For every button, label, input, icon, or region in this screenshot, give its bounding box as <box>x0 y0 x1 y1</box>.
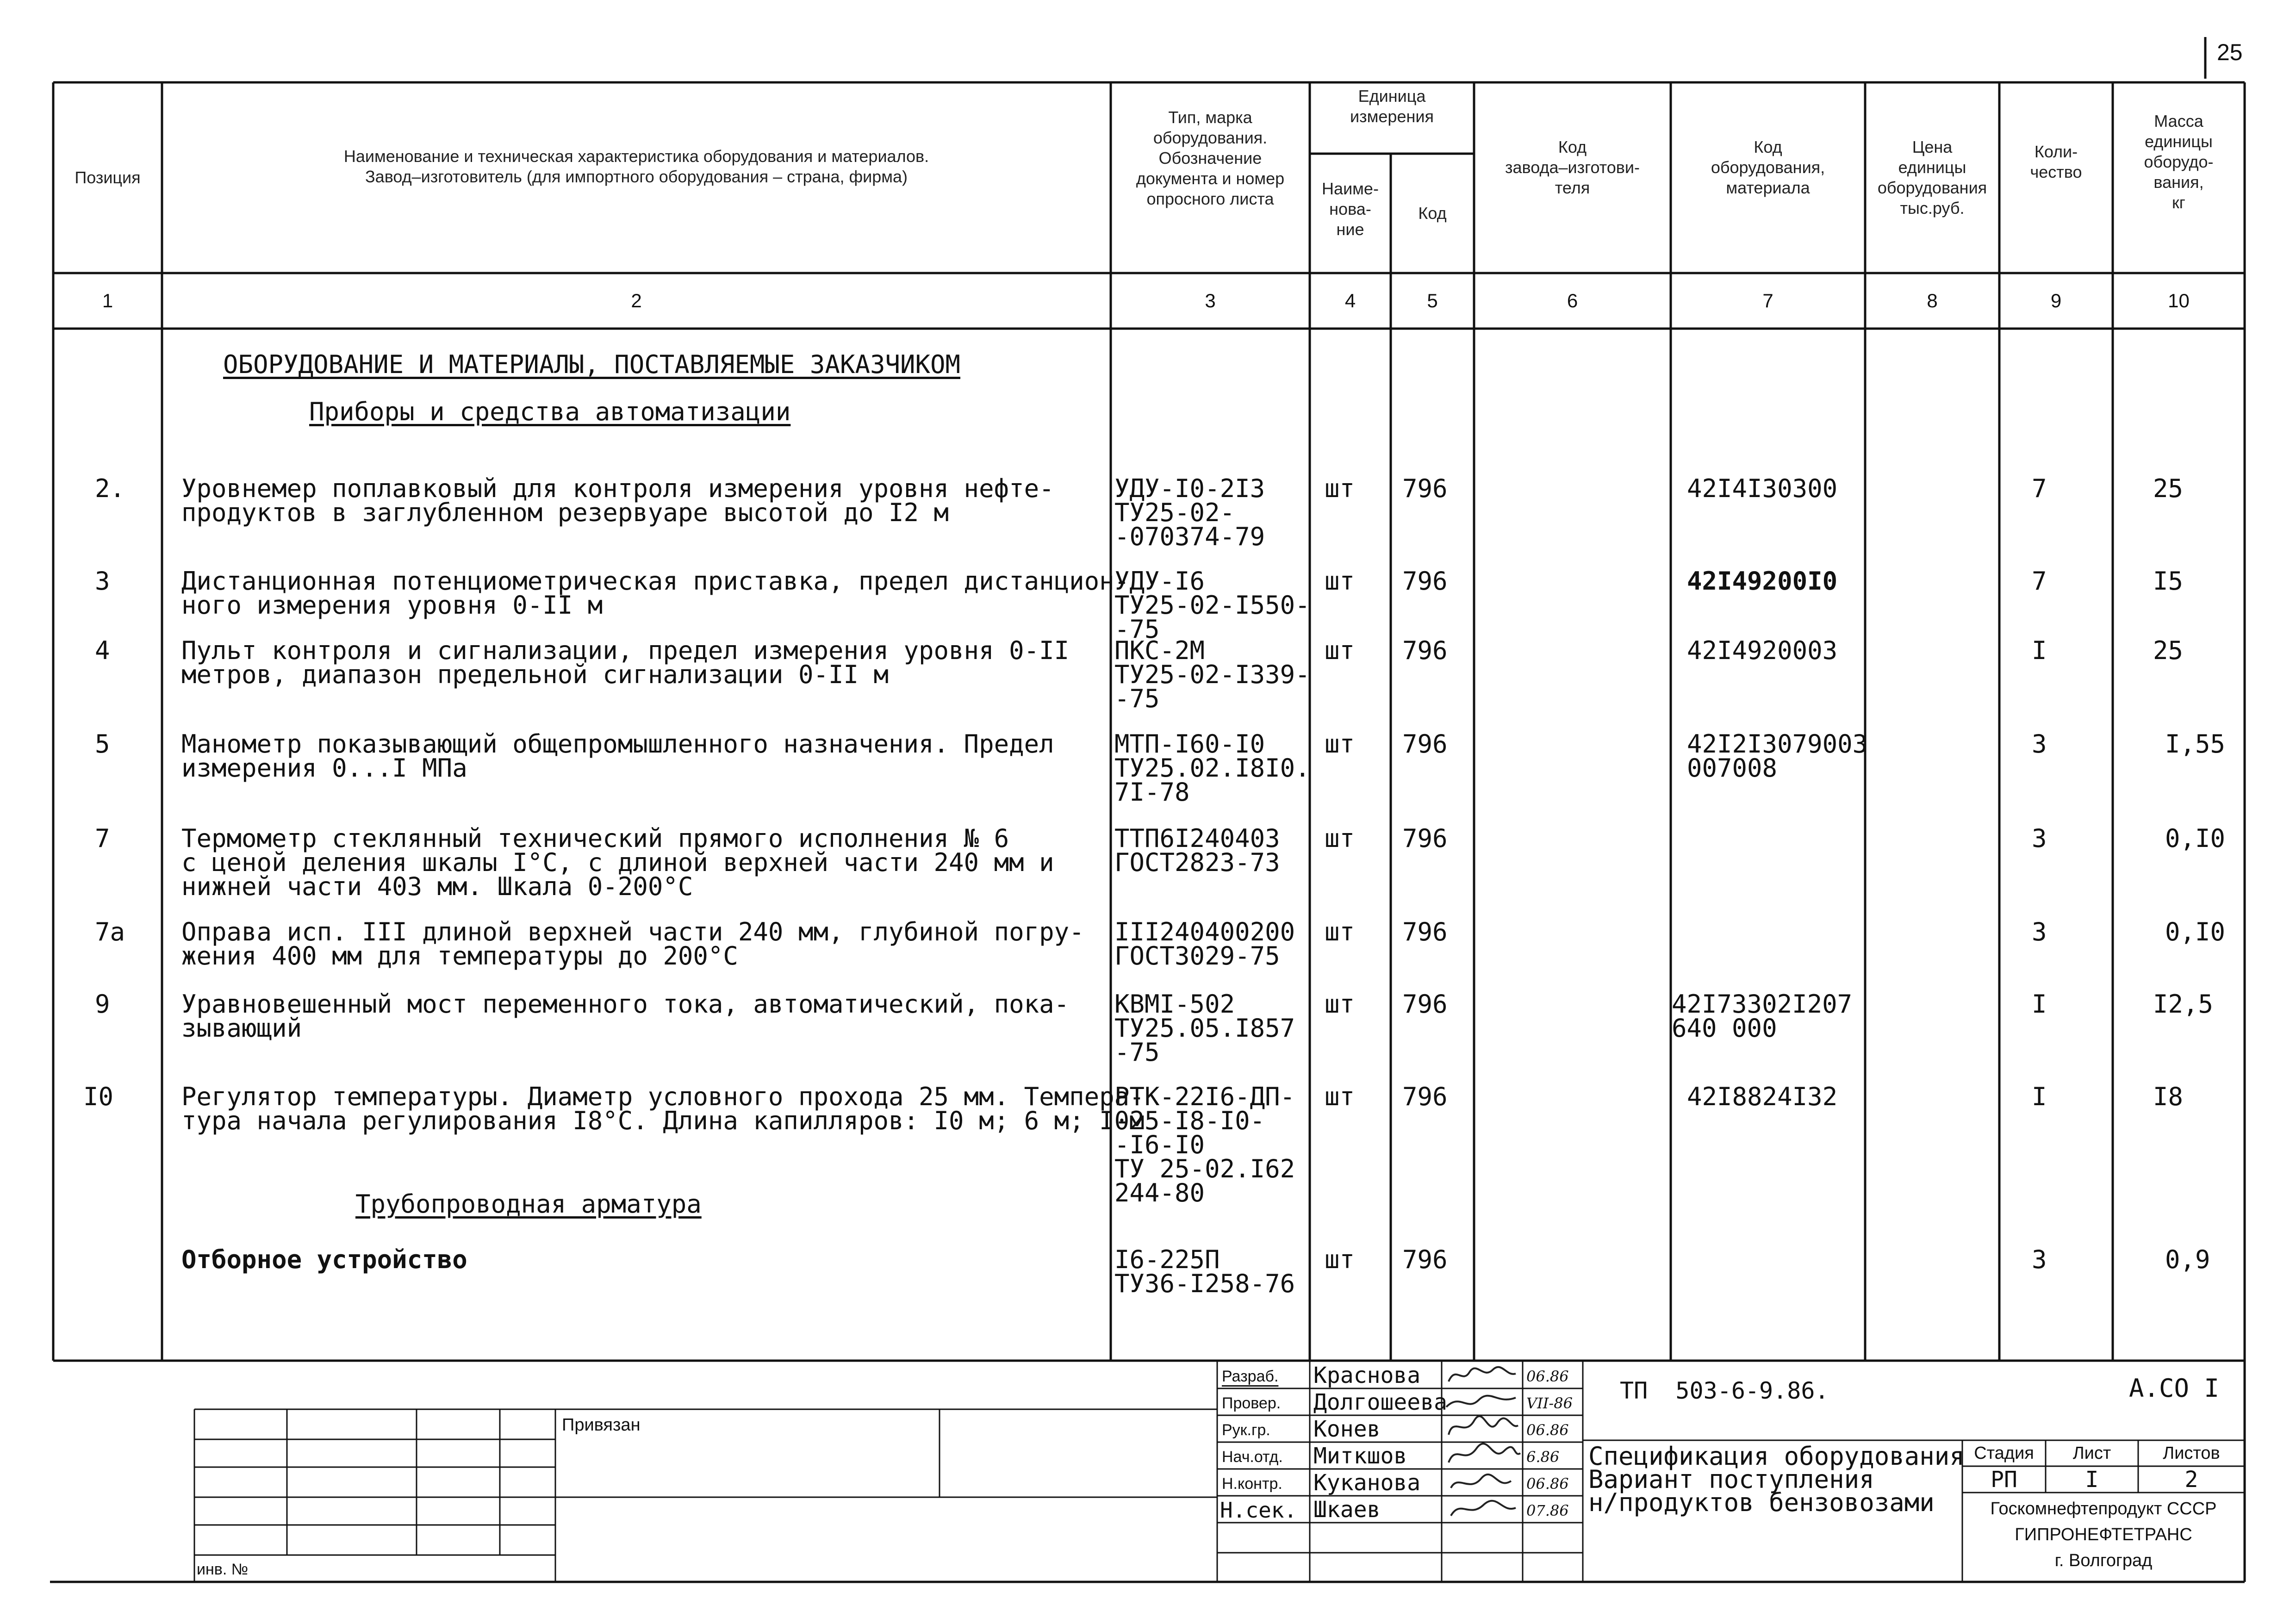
row-unit-code: 796 <box>1402 917 1448 946</box>
header-mass-line: Масса <box>2154 112 2203 131</box>
header-eq-line: оборудования, <box>1711 158 1825 177</box>
row-equipment-code: 42I2I3079003 007008 <box>1687 729 1868 783</box>
row-unit: шт <box>1325 917 1355 946</box>
person-name: Куканова <box>1313 1470 1421 1496</box>
date: 6.86 <box>1526 1448 1560 1466</box>
row-unit-code: 796 <box>1402 566 1448 596</box>
header-unit-name-line: нова- <box>1329 199 1371 218</box>
header-mfr-line: завода–изготови- <box>1505 158 1640 177</box>
header-quantity <box>1999 142 2113 182</box>
signature-mark <box>1451 1501 1516 1516</box>
row-name: Уровнемер поплавковый для контроля измерения уровня нефте- продуктов в заглубленном резервуаре высотой до I2 м <box>181 474 1054 527</box>
header-price-line: единицы <box>1898 158 1966 177</box>
row-unit: шт <box>1325 824 1355 853</box>
row-unit: шт <box>1325 1245 1355 1274</box>
person-name: Шкаев <box>1313 1497 1381 1523</box>
column-number: 9 <box>2050 290 2062 311</box>
header-unit-code: Код <box>1418 204 1447 223</box>
header-equipment-code <box>1671 137 1865 198</box>
organization-city: г. Волгоград <box>2054 1551 2153 1570</box>
header-name-line2: Завод–изготовитель (для импортного оборудования – страна, фирма) <box>365 167 908 186</box>
row-unit: шт <box>1325 566 1355 596</box>
column-number: 3 <box>1205 290 1216 311</box>
role-label: Провер. <box>1222 1394 1281 1412</box>
column-number: 7 <box>1762 290 1773 311</box>
role-label: Рук.гр. <box>1222 1421 1270 1439</box>
header-type-line: Обозначение <box>1158 149 1262 168</box>
header-unit-line: Единица <box>1358 87 1426 106</box>
stage-label: Стадия <box>1974 1443 2034 1463</box>
row-type: ПКС-2М ТУ25-02-I339- -75 <box>1114 636 1310 713</box>
header-price <box>1865 137 1999 218</box>
sheet-label: Лист <box>2072 1443 2111 1463</box>
row-position: 2. <box>95 474 125 503</box>
row-name: Отборное устройство <box>181 1245 467 1274</box>
header-mass-line: вания, <box>2153 173 2204 192</box>
document-code: ТП 503-6-9.86. <box>1620 1377 1829 1404</box>
row-quantity: 3 <box>2032 824 2047 853</box>
header-qty-line: Коли- <box>2034 142 2078 161</box>
row-mass: 0,9 <box>2165 1245 2210 1274</box>
row-unit-code: 796 <box>1402 1082 1448 1111</box>
organization-ministry: Госкомнефтепродукт СССР <box>1990 1499 2217 1518</box>
row-equipment-code: 42I8824I32 <box>1687 1082 1838 1111</box>
row-equipment-code: 42I73302I207 640 000 <box>1672 989 1853 1043</box>
row-mass: I,55 <box>2165 729 2226 759</box>
row-mass: 25 <box>2153 474 2184 503</box>
row-quantity: 7 <box>2032 566 2047 596</box>
header-unit-name-line: ние <box>1336 220 1364 239</box>
row-type: III240400200 ГОСТ3029-75 <box>1114 917 1295 971</box>
row-quantity: I <box>2032 1082 2047 1111</box>
row-position: 7 <box>95 824 110 853</box>
sheet-code: А.СО I <box>2129 1374 2220 1403</box>
row-mass: 0,I0 <box>2165 917 2226 946</box>
row-equipment-code: 42I4920003 <box>1687 636 1838 665</box>
row-unit-code: 796 <box>1402 636 1448 665</box>
subsection-title-instruments: Приборы и средства автоматизации <box>309 397 791 426</box>
row-position: 5 <box>95 729 110 759</box>
row-unit: шт <box>1325 729 1355 759</box>
row-mass: 25 <box>2153 636 2184 665</box>
header-mass-line: оборудо- <box>2144 152 2214 171</box>
page-number: 25 <box>2217 39 2243 65</box>
organization-block <box>1962 1496 2245 1574</box>
sheet-value: I <box>2085 1466 2099 1493</box>
header-price-line: Цена <box>1912 137 1953 156</box>
row-mass: I8 <box>2153 1082 2184 1111</box>
header-unit-name-line: Наиме- <box>1322 179 1379 198</box>
row-name: Пульт контроля и сигнализации, предел измерения уровня 0-II метров, диапазон предельной сигнализации 0-II м <box>181 636 1070 689</box>
row-unit-code: 796 <box>1402 824 1448 853</box>
row-name: Уравновешенный мост переменного тока, автоматический, пока- зывающий <box>181 989 1070 1043</box>
column-number: 2 <box>631 290 642 311</box>
date: 06.86 <box>1526 1421 1569 1439</box>
header-type-line: Тип, марка <box>1168 108 1252 127</box>
header-price-line: тыс.руб. <box>1900 199 1965 218</box>
column-number: 1 <box>102 290 113 311</box>
header-unit-group <box>1310 86 1474 127</box>
linked-label: Привязан <box>562 1415 641 1435</box>
row-type: КВМI-502 ТУ25.05.I857 -75 <box>1114 989 1295 1067</box>
header-mass-line: единицы <box>2145 132 2213 151</box>
row-position: 4 <box>95 636 110 665</box>
date: 06.86 <box>1526 1475 1569 1493</box>
row-type: РТК-22I6-ДП- -25-I8-I0- -I6-I0 ТУ 25-02.I62 244-80 <box>1114 1082 1295 1207</box>
section-title: ОБОРУДОВАНИЕ И МАТЕРИАЛЫ, ПОСТАВЛЯЕМЫЕ ЗАКАЗЧИКОМ <box>223 350 961 379</box>
header-name <box>162 146 1111 187</box>
row-unit-code: 796 <box>1402 1245 1448 1274</box>
person-name: Краснова <box>1313 1363 1421 1388</box>
header-mfr-line: Код <box>1558 137 1587 156</box>
row-quantity: 7 <box>2032 474 2047 503</box>
row-type: УДУ-I6 ТУ25-02-I550- -75 <box>1114 566 1310 644</box>
header-mass <box>2113 111 2245 213</box>
date: 06.86 <box>1526 1368 1569 1385</box>
row-unit: шт <box>1325 474 1355 503</box>
document-title-line: н/продуктов бензовозами <box>1588 1488 1935 1517</box>
sheets-value: 2 <box>2184 1466 2198 1493</box>
header-type <box>1111 107 1310 209</box>
row-quantity: 3 <box>2032 729 2047 759</box>
date: VII-86 <box>1526 1394 1573 1412</box>
row-type: ТТП6I240403 ГОСТ2823-73 <box>1114 824 1280 877</box>
header-qty-line: чество <box>2030 162 2082 181</box>
header-unit-name <box>1310 179 1391 240</box>
subsection-title-pipe-fittings: Трубопроводная арматура <box>355 1189 702 1219</box>
role-label: Разраб. <box>1222 1368 1279 1385</box>
inventory-number-label: инв. № <box>197 1561 249 1578</box>
stage-value: РП <box>1991 1466 2017 1493</box>
row-mass: 0,I0 <box>2165 824 2226 853</box>
signature-mark <box>1449 1416 1518 1435</box>
column-number: 10 <box>2168 290 2190 311</box>
header-position: Позиция <box>75 168 141 187</box>
row-mass: I2,5 <box>2153 989 2214 1019</box>
row-unit: шт <box>1325 636 1355 665</box>
header-type-line: оборудования. <box>1153 128 1268 147</box>
row-position: I0 <box>83 1082 114 1111</box>
row-equipment-code: 42I49200I0 <box>1687 566 1838 596</box>
column-number: 5 <box>1427 290 1438 311</box>
header-mass-line: кг <box>2172 193 2185 212</box>
row-position: 3 <box>95 566 110 596</box>
row-unit: шт <box>1325 989 1355 1019</box>
row-type: I6-225П ТУ36-I258-76 <box>1114 1245 1295 1298</box>
row-position: 7а <box>95 917 125 946</box>
row-type: МТП-I60-I0 ТУ25.02.I8I0. 7I-78 <box>1114 729 1310 807</box>
header-price-line: оборудования <box>1877 178 1987 197</box>
row-unit-code: 796 <box>1402 474 1448 503</box>
signature-mark <box>1446 1396 1516 1407</box>
signature-mark <box>1449 1444 1520 1462</box>
person-name: Конев <box>1313 1416 1381 1442</box>
row-name: Манометр показывающий общепромышленного назначения. Предел измерения 0...I МПа <box>181 729 1054 783</box>
header-type-line: документа и номер <box>1136 169 1285 188</box>
person-name: Долгошеева <box>1313 1389 1447 1415</box>
row-name: Регулятор температуры. Диаметр условного прохода 25 мм. Темпера- тура начала регулирования I8°С. Длина капилляров: I0 м; 6 м; I0м <box>181 1082 1145 1135</box>
person-name: Миткшов <box>1313 1443 1407 1469</box>
row-unit: шт <box>1325 1082 1355 1111</box>
role-label: Нач.отд. <box>1222 1448 1283 1466</box>
row-unit-code: 796 <box>1402 729 1448 759</box>
header-eq-line: материала <box>1726 178 1810 197</box>
document-title-line: Вариант поступления <box>1588 1465 1874 1494</box>
signature-mark <box>1451 1475 1511 1488</box>
row-name: Термометр стеклянный технический прямого исполнения № 6 с ценой деления шкалы I°С, с длиной верхней части 240 мм и нижней части 403 мм. Шкала 0-200°С <box>181 824 1054 901</box>
document-title <box>1588 1442 1965 1517</box>
document-title-line: Спецификация оборудования <box>1588 1442 1965 1471</box>
header-eq-line: Код <box>1754 137 1782 156</box>
signature-mark <box>1449 1367 1516 1381</box>
header-name-line1: Наименование и техническая характеристика оборудования и материалов. <box>343 147 929 166</box>
role-label: Н.контр. <box>1222 1475 1282 1493</box>
row-quantity: I <box>2032 636 2047 665</box>
role-label: Н.сек. <box>1220 1498 1297 1523</box>
organization-name: ГИПРОНЕФТЕТРАНС <box>2015 1525 2192 1544</box>
header-manufacturer-code <box>1474 137 1671 198</box>
row-name: Оправа исп. III длиной верхней части 240 мм, глубиной погру- жения 400 мм для температуры до 200°С <box>181 917 1084 971</box>
column-number: 8 <box>1927 290 1938 311</box>
header-type-line: опросного листа <box>1146 189 1274 208</box>
header-unit-line: измерения <box>1350 107 1434 126</box>
column-number: 4 <box>1344 290 1356 311</box>
header-mfr-line: теля <box>1555 178 1590 197</box>
row-quantity: 3 <box>2032 1245 2047 1274</box>
signatures <box>1442 1361 1523 1523</box>
row-quantity: 3 <box>2032 917 2047 946</box>
row-mass: I5 <box>2153 566 2184 596</box>
row-type: УДУ-I0-2I3 ТУ25-02- -070374-79 <box>1114 474 1265 551</box>
row-position: 9 <box>95 989 110 1019</box>
column-number: 6 <box>1567 290 1578 311</box>
row-quantity: I <box>2032 989 2047 1019</box>
sheets-label: Листов <box>2163 1443 2220 1463</box>
row-name: Дистанционная потенциометрическая приставка, предел дистанцион- ного измерения уровня 0-II м <box>181 566 1130 620</box>
row-unit-code: 796 <box>1402 989 1448 1019</box>
date: 07.86 <box>1526 1502 1569 1519</box>
row-equipment-code: 42I4I30300 <box>1687 474 1838 503</box>
